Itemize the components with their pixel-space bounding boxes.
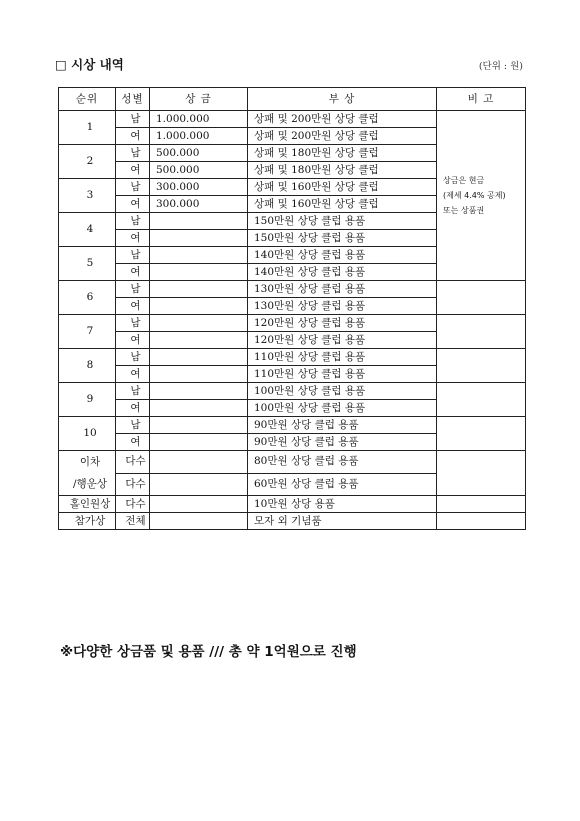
prize-cell (150, 332, 248, 349)
footer-note: ※다양한 상금품 및 용품 /// 총 약 1억원으로 진행 (60, 644, 357, 660)
remark-line: 상금은 현금 (443, 176, 485, 185)
extra-cell: 모자 외 기념품 (248, 513, 437, 530)
prize-cell (150, 451, 248, 474)
extra-cell: 90만원 상당 클럽 용품 (248, 434, 437, 451)
rank-cell: 4 (59, 213, 116, 247)
extra-cell: 상패 및 180만원 상당 클럽 (248, 145, 437, 162)
table-row (59, 281, 526, 298)
rank-cell: 9 (59, 383, 116, 417)
rank-cell: 10 (59, 417, 116, 451)
gender-cell: 남 (116, 111, 150, 128)
prize-cell: 500.000 (150, 162, 248, 179)
extra-cell: 상패 및 160만원 상당 클럽 (248, 179, 437, 196)
table-row (59, 451, 526, 474)
remark-cell (437, 281, 526, 315)
extra-cell: 120만원 상당 클럽 용품 (248, 332, 437, 349)
rank-cell: 참가상 (59, 513, 116, 530)
rank-cell: 1 (59, 111, 116, 145)
remark-cell (437, 315, 526, 349)
gender-cell: 남 (116, 315, 150, 332)
extra-cell: 100만원 상당 클럽 용품 (248, 383, 437, 400)
prize-cell (150, 383, 248, 400)
extra-cell: 150만원 상당 클럽 용품 (248, 213, 437, 230)
unit-note: (단위 : 원) (478, 61, 523, 72)
rank-line: 이차 (79, 456, 101, 468)
rank-cell: 홀인원상 (59, 496, 116, 513)
extra-cell: 140만원 상당 클럽 용품 (248, 247, 437, 264)
prize-cell: 300.000 (150, 196, 248, 213)
prize-cell: 1.000.000 (150, 111, 248, 128)
extra-cell: 100만원 상당 클럽 용품 (248, 400, 437, 417)
gender-cell: 여 (116, 332, 150, 349)
gender-cell: 여 (116, 298, 150, 315)
gender-cell: 남 (116, 349, 150, 366)
header-remark: 비 고 (437, 88, 526, 111)
prize-cell (150, 247, 248, 264)
extra-cell: 120만원 상당 클럽 용품 (248, 315, 437, 332)
remark-line: 또는 상품권 (443, 206, 485, 215)
extra-cell: 80만원 상당 클럽 용품 (248, 451, 437, 474)
prize-cell (150, 213, 248, 230)
header-row (59, 88, 526, 111)
extra-cell: 110만원 상당 클럽 용품 (248, 366, 437, 383)
extra-cell: 상패 및 180만원 상당 클럽 (248, 162, 437, 179)
prize-cell (150, 281, 248, 298)
gender-cell: 남 (116, 145, 150, 162)
header-extra: 부 상 (248, 88, 437, 111)
rank-cell: 6 (59, 281, 116, 315)
gender-cell: 여 (116, 400, 150, 417)
header-rank: 순위 (59, 88, 116, 111)
header-gender: 성별 (116, 88, 150, 111)
gender-cell: 여 (116, 366, 150, 383)
prize-cell (150, 434, 248, 451)
rank-cell: 5 (59, 247, 116, 281)
header-prize: 상 금 (150, 88, 248, 111)
table-row (59, 417, 526, 434)
gender-cell: 여 (116, 230, 150, 247)
gender-cell: 남 (116, 281, 150, 298)
awards-table (58, 87, 526, 530)
remark-cell (437, 513, 526, 530)
prize-cell (150, 298, 248, 315)
table-row (59, 383, 526, 400)
gender-cell: 여 (116, 264, 150, 281)
remark-line: (제세 4.4% 공제) (443, 191, 506, 200)
prize-cell (150, 230, 248, 247)
remark-cell (437, 451, 526, 496)
table-row (59, 513, 526, 530)
gender-cell: 남 (116, 417, 150, 434)
rank-cell: 2 (59, 145, 116, 179)
rank-cell (59, 451, 116, 496)
gender-cell: 다수 (116, 451, 150, 474)
table-row (59, 496, 526, 513)
prize-cell: 1.000.000 (150, 128, 248, 145)
remark-cell (437, 111, 526, 281)
gender-cell: 남 (116, 213, 150, 230)
prize-cell (150, 315, 248, 332)
section-heading: □ 시상 내역 (55, 57, 124, 72)
gender-cell: 다수 (116, 473, 150, 496)
extra-cell: 상패 및 160만원 상당 클럽 (248, 196, 437, 213)
extra-cell: 60만원 상당 클럽 용품 (248, 473, 437, 496)
prize-cell: 500.000 (150, 145, 248, 162)
prize-cell: 300.000 (150, 179, 248, 196)
extra-cell: 140만원 상당 클럽 용품 (248, 264, 437, 281)
prize-cell (150, 513, 248, 530)
rank-cell: 3 (59, 179, 116, 213)
extra-cell: 10만원 상당 용품 (248, 496, 437, 513)
gender-cell: 남 (116, 247, 150, 264)
extra-cell: 상패 및 200만원 상당 클럽 (248, 111, 437, 128)
gender-cell: 여 (116, 162, 150, 179)
gender-cell: 다수 (116, 496, 150, 513)
extra-cell: 150만원 상당 클럽 용품 (248, 230, 437, 247)
prize-cell (150, 400, 248, 417)
gender-cell: 여 (116, 196, 150, 213)
remark-cell (437, 383, 526, 417)
remark-cell (437, 349, 526, 383)
gender-cell: 여 (116, 128, 150, 145)
extra-cell: 110만원 상당 클럽 용품 (248, 349, 437, 366)
prize-cell (150, 366, 248, 383)
gender-cell: 여 (116, 434, 150, 451)
prize-cell (150, 496, 248, 513)
rank-cell: 7 (59, 315, 116, 349)
table-row (59, 315, 526, 332)
extra-cell: 상패 및 200만원 상당 클럽 (248, 128, 437, 145)
gender-cell: 남 (116, 179, 150, 196)
prize-cell (150, 349, 248, 366)
extra-cell: 130만원 상당 클럽 용품 (248, 298, 437, 315)
extra-cell: 130만원 상당 클럽 용품 (248, 281, 437, 298)
extra-cell: 90만원 상당 클럽 용품 (248, 417, 437, 434)
rank-line: /행운상 (73, 478, 107, 490)
table-row (59, 111, 526, 128)
prize-cell (150, 473, 248, 496)
prize-cell (150, 417, 248, 434)
remark-cell (437, 417, 526, 451)
gender-cell: 남 (116, 383, 150, 400)
table-row (59, 349, 526, 366)
rank-cell: 8 (59, 349, 116, 383)
remark-cell (437, 496, 526, 513)
gender-cell: 전체 (116, 513, 150, 530)
prize-cell (150, 264, 248, 281)
